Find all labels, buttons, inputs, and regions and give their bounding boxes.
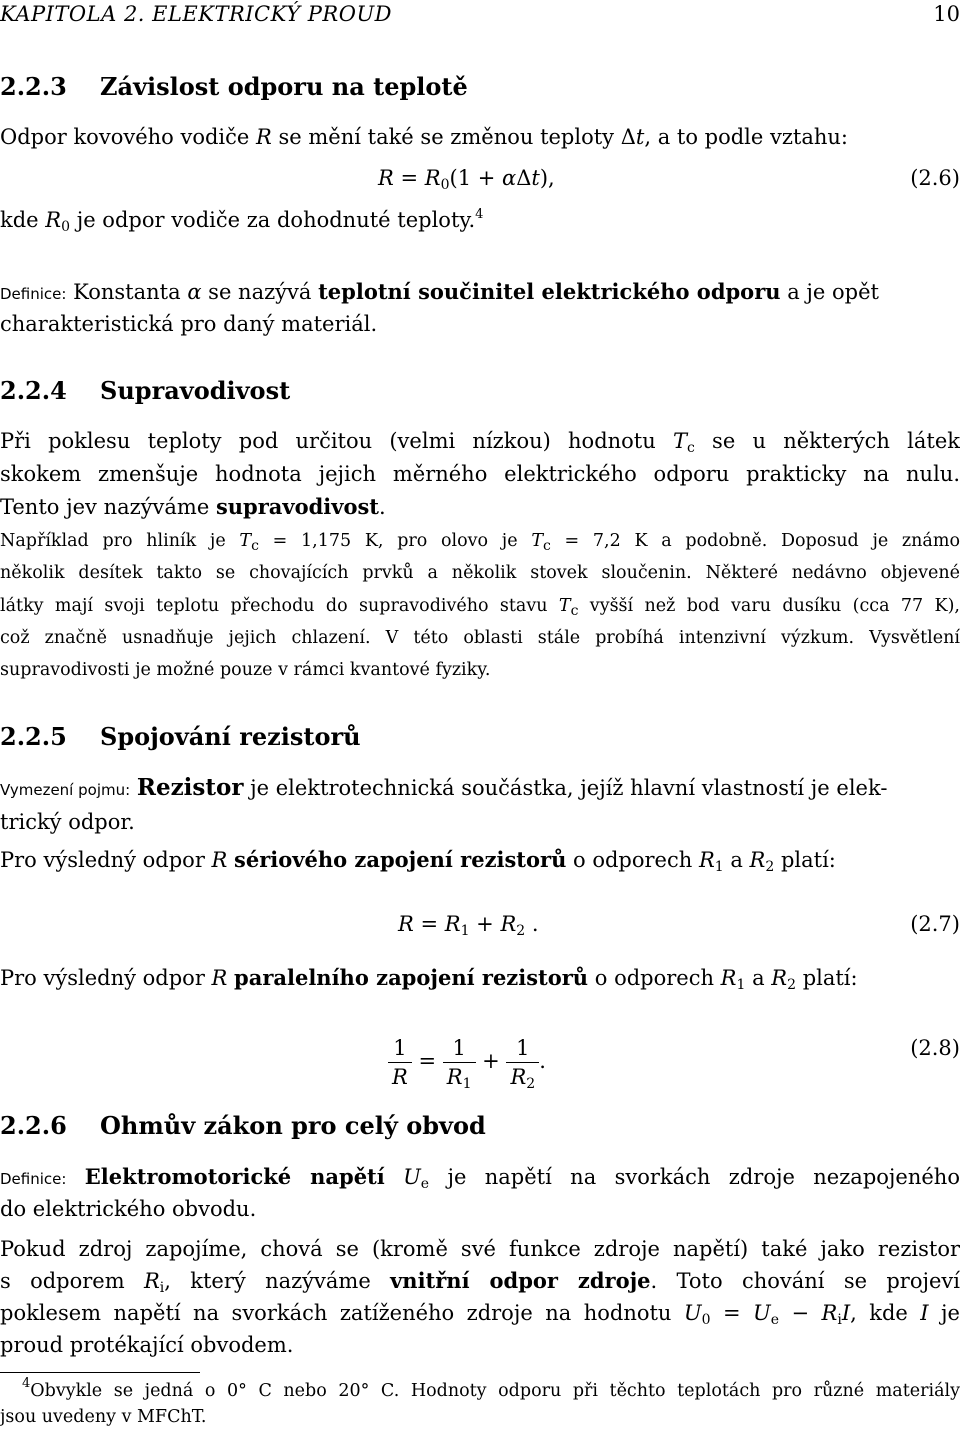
ohm-definition-line-2: do elektrického obvodu. bbox=[0, 1197, 257, 1221]
section-title-2-2-3: Závislost odporu na teplotě bbox=[100, 72, 468, 101]
footnote-ref-4: 4 bbox=[475, 207, 484, 222]
equation-number-2-7: (2.7) bbox=[910, 912, 960, 936]
section-number-2-2-6: 2.2.6 bbox=[0, 1111, 67, 1140]
note-line-1: Například pro hliník je $T_c = 1,175$ K, pro olovo je $T_c = 7,2$ K a podobně. Doposud je známo bbox=[0, 531, 960, 554]
definition-label: Definice: bbox=[0, 285, 67, 303]
vymezeni-label: Vymezení pojmu: bbox=[0, 781, 131, 799]
section-number-2-2-3: 2.2.3 bbox=[0, 72, 67, 101]
definition-line-1: Definice: Konstanta α se nazývá teplotní součinitel elektrického odporu a je opět bbox=[0, 279, 879, 304]
ohm-definition-label: Definice: bbox=[0, 1170, 67, 1188]
section-title-2-2-4: Supravodivost bbox=[100, 376, 291, 405]
supra-line-2: skokem zmenšuje hodnota jejich měrného elektrického odporu prakticky na nulu. bbox=[0, 462, 960, 486]
note-line-3: látky mají svoji teplotu přechodu do supravodivého stavu $T_c$ vyšší než bod varu dusíku (cca 77 K), bbox=[0, 596, 960, 619]
paragraph-intro: Odpor kovového vodiče R se mění také se změnou teploty Δt, a to podle vztahu: bbox=[0, 125, 849, 149]
footnote-line-1: $^4$Obvykle se jedná o 0° C nebo 20° C. Hodnoty odporu při těchto teplotách pro různé materiály bbox=[22, 1376, 960, 1401]
section-number-2-2-4: 2.2.4 bbox=[0, 376, 67, 405]
section-number-2-2-5: 2.2.5 bbox=[0, 722, 67, 751]
vymezeni-line-2: trický odpor. bbox=[0, 810, 135, 834]
running-header: KAPITOLA 2. ELEKTRICKÝ PROUD bbox=[0, 2, 392, 26]
note-line-2: několik desítek takto se chovajících prvků a několik stovek sloučenin. Některé nedávno objevené bbox=[0, 563, 960, 583]
note-line-5: supravodivosti je možné pouze v rámci kvantové fyziky. bbox=[0, 660, 491, 680]
definition-line-2: charakteristická pro daný materiál. bbox=[0, 312, 378, 336]
footnote-rule bbox=[0, 1372, 200, 1373]
equation-2-8: $\frac{1}{R}$ = $\frac{1}{R_1}$ + $\frac{1}{R_2}$ . bbox=[388, 1034, 546, 1091]
page-number: 10 bbox=[933, 2, 960, 26]
ohm-paragraph-line-4: proud protékající obvodem. bbox=[0, 1333, 294, 1357]
equation-number-2-6: (2.6) bbox=[910, 166, 960, 190]
ohm-definition-line-1: Definice: Elektromotorické napětí $U_e$ je napětí na svorkách zdroje nezapojeného bbox=[0, 1164, 960, 1192]
ohm-paragraph-line-1: Pokud zdroj zapojíme, chová se (kromě své funkce zdroje napětí) také jako rezistor bbox=[0, 1237, 960, 1261]
ohm-paragraph-line-2: s odporem $R_i$, který nazýváme vnitřní odpor zdroje. Toto chování se projeví bbox=[0, 1268, 960, 1296]
paragraph-kde: kde $R_0$ je odpor vodiče za dohodnuté teploty.$^4$ bbox=[0, 207, 484, 235]
footnote-line-2: jsou uvedeny v MFChT. bbox=[0, 1407, 207, 1427]
note-line-4: což značně usnadňuje jejich chlazení. V této oblasti stále probíhá intenzivní výzkum. Vysvětlení bbox=[0, 628, 960, 648]
section-title-2-2-6: Ohmův zákon pro celý obvod bbox=[100, 1111, 486, 1140]
section-title-2-2-5: Spojování rezistorů bbox=[100, 722, 361, 751]
serial-sentence: Pro výsledný odpor R sériového zapojení rezistorů o odporech $R_1$ a $R_2$ platí: bbox=[0, 847, 836, 875]
equation-2-7: $R = R_1 + R_2$ . bbox=[398, 912, 539, 939]
supra-line-3: Tento jev nazýváme supravodivost. bbox=[0, 494, 386, 519]
vymezeni-line-1: Vymezení pojmu: Rezistor je elektrotechnická součástka, jejíž hlavní vlastností je elek- bbox=[0, 774, 888, 801]
equation-2-6: $R = R_0(1 + \alpha\Delta t)$, bbox=[378, 166, 555, 193]
supra-line-1: Při poklesu teploty pod určitou (velmi nízkou) hodnotu $T_c$ se u některých látek bbox=[0, 429, 960, 456]
ohm-paragraph-line-3: poklesem napětí na svorkách zatíženého zdroje na hodnotu $U_0 = U_e - R_iI$, kde I je bbox=[0, 1301, 960, 1328]
equation-number-2-8: (2.8) bbox=[910, 1036, 960, 1060]
parallel-sentence: Pro výsledný odpor R paralelního zapojení rezistorů o odporech $R_1$ a $R_2$ platí: bbox=[0, 965, 858, 993]
